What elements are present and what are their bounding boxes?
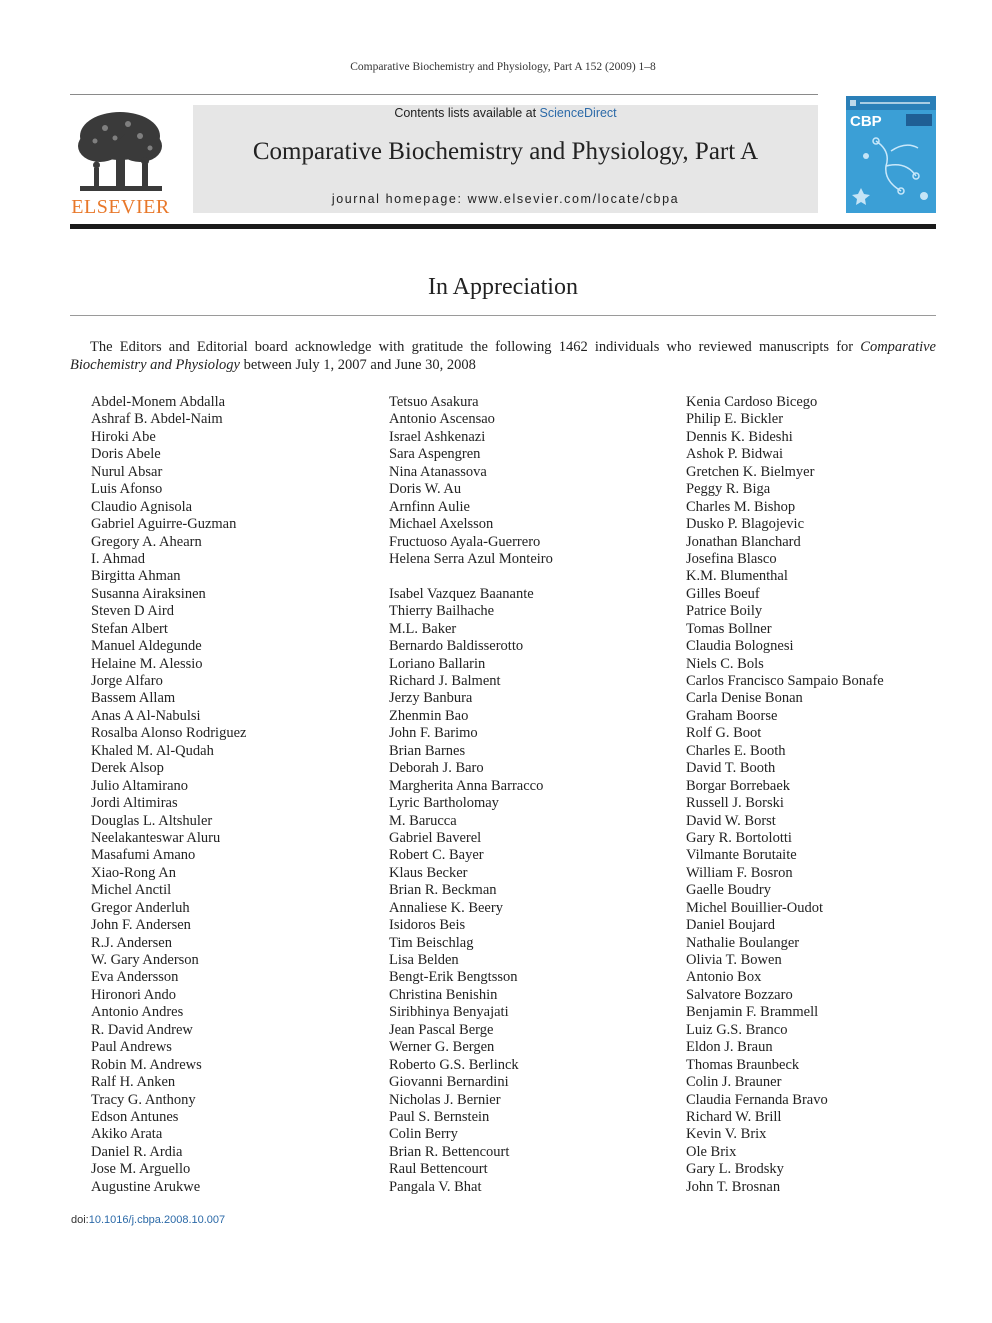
reviewer-name: Jordi Altimiras — [91, 795, 178, 812]
reviewer-name: Claudia Fernanda Bravo — [686, 1091, 828, 1108]
reviewer-name: Jose M. Arguello — [91, 1161, 191, 1178]
reviewer-name: Zhenmin Bao — [389, 707, 469, 724]
reviewer-name: Claudio Agnisola — [91, 498, 193, 515]
reviewer-name: John T. Brosnan — [686, 1178, 781, 1195]
reviewer-name: Doris W. Au — [389, 481, 462, 498]
reviewer-name: M. Barucca — [389, 812, 457, 829]
reviewer-name: Borgar Borrebaek — [686, 777, 791, 794]
running-head: Comparative Biochemistry and Physiology, Part A 152 (2009) 1–8 — [350, 61, 656, 73]
reviewer-name: Akiko Arata — [91, 1126, 163, 1143]
contents-line — [193, 106, 818, 120]
reviewer-name: Hiroki Abe — [91, 428, 156, 445]
reviewer-name: Nicholas J. Bernier — [389, 1091, 501, 1108]
reviewer-name: Isidoros Beis — [389, 917, 466, 934]
elsevier-logo — [70, 106, 171, 218]
contents-prefix: Contents lists available at — [394, 106, 540, 120]
reviewer-name: Antonio Andres — [91, 1004, 184, 1021]
reviewer-name: Siribhinya Benyajati — [389, 1004, 509, 1021]
reviewer-name: Margherita Anna Barracco — [389, 777, 544, 794]
reviewer-name: Doris Abele — [91, 446, 161, 463]
reviewer-name: Julio Altamirano — [91, 777, 189, 794]
header-bottom-rule — [70, 224, 936, 229]
reviewer-name: Augustine Arukwe — [91, 1178, 201, 1195]
journal-cover-image — [846, 96, 936, 213]
reviewer-name: Manuel Aldegunde — [91, 638, 202, 655]
reviewer-name: Graham Boorse — [686, 707, 778, 724]
reviewer-name: Charles M. Bishop — [686, 498, 796, 515]
reviewer-name: Gary R. Bortolotti — [686, 829, 792, 846]
doi-line — [71, 1214, 225, 1226]
reviewer-name: Gary L. Brodsky — [686, 1161, 784, 1178]
reviewer-name: R.J. Andersen — [91, 934, 172, 951]
reviewer-name: Edson Antunes — [91, 1108, 179, 1125]
reviewer-name: Nathalie Boulanger — [686, 934, 800, 951]
reviewer-name: Carlos Francisco Sampaio Bonafe — [686, 673, 884, 689]
reviewer-name: Nurul Absar — [91, 463, 163, 480]
reviewer-name: R. David Andrew — [91, 1021, 193, 1038]
reviewer-name: K.M. Blumenthal — [686, 568, 788, 585]
reviewer-name: Brian R. Bettencourt — [389, 1143, 510, 1160]
reviewer-name: Kenia Cardoso Bicego — [686, 394, 818, 410]
reviewer-name: Isabel Vazquez Baanante — [389, 585, 534, 602]
journal-cover — [846, 96, 936, 213]
reviewer-name: M.L. Baker — [389, 620, 457, 637]
reviewer-name: Loriano Ballarin — [389, 655, 486, 672]
reviewer-name: Arnfinn Aulie — [389, 498, 470, 515]
reviewer-name: Gregory A. Ahearn — [91, 533, 202, 550]
reviewer-name: Bengt-Erik Bengtsson — [389, 969, 518, 986]
reviewer-name: Dusko P. Blagojevic — [686, 516, 805, 533]
reviewer-name: Michel Bouillier-Oudot — [686, 899, 824, 916]
journal-banner — [193, 105, 818, 213]
reviewer-name: Abdel-Monem Abdalla — [91, 394, 226, 410]
reviewer-name: Stefan Albert — [91, 620, 168, 637]
reviewer-name: Nina Atanassova — [389, 463, 487, 480]
reviewer-name: Gabriel Baverel — [389, 829, 482, 846]
header-top-rule — [70, 94, 818, 95]
reviewer-name: Douglas L. Altshuler — [91, 812, 213, 829]
doi-link[interactable]: 10.1016/j.cbpa.2008.10.007 — [88, 1214, 226, 1226]
reviewer-name: Tomas Bollner — [686, 620, 772, 637]
reviewer-name: Werner G. Bergen — [389, 1039, 495, 1056]
reviewer-name: Carla Denise Bonan — [686, 690, 803, 707]
elsevier-wordmark: ELSEVIER — [71, 196, 170, 218]
reviewer-name: Derek Alsop — [91, 760, 164, 777]
reviewer-name: John F. Andersen — [91, 917, 191, 934]
reviewer-name: Deborah J. Baro — [389, 760, 484, 777]
intro-journal-name: Comparative Biochemistry and Physiology — [70, 339, 936, 373]
reviewer-name: Thierry Bailhache — [389, 603, 495, 620]
reviewer-name: Paul S. Bernstein — [389, 1108, 490, 1125]
reviewer-name: Helaine M. Alessio — [91, 655, 203, 672]
reviewer-name: Daniel R. Ardia — [91, 1143, 183, 1160]
reviewer-name: Lyric Bartholomay — [389, 795, 499, 812]
reviewer-name: Jean Pascal Berge — [389, 1021, 494, 1038]
title-rule — [70, 315, 936, 316]
reviewer-name: Michael Axelsson — [389, 516, 494, 533]
reviewer-name: Gilles Boeuf — [686, 585, 760, 602]
reviewer-name: Claudia Bolognesi — [686, 638, 794, 655]
reviewer-column-2 — [389, 394, 553, 1196]
reviewer-name: Hironori Ando — [91, 986, 176, 1003]
reviewer-name: Philip E. Bickler — [686, 411, 784, 428]
reviewer-spacer — [389, 568, 553, 585]
reviewer-name: Jerzy Banbura — [389, 690, 473, 707]
reviewer-name: Raul Bettencourt — [389, 1161, 488, 1178]
reviewer-name: Gabriel Aguirre-Guzman — [91, 516, 237, 533]
reviewer-name: Luiz G.S. Branco — [686, 1021, 788, 1038]
reviewer-name: Ralf H. Anken — [91, 1074, 176, 1091]
reviewer-name: W. Gary Anderson — [91, 952, 199, 968]
reviewer-name: Luis Afonso — [91, 481, 163, 498]
reviewer-name: Israel Ashkenazi — [389, 428, 486, 445]
reviewer-name: Antonio Ascensao — [389, 411, 495, 428]
reviewer-name: Sara Aspengren — [389, 446, 481, 463]
reviewer-name: Bernardo Baldisserotto — [389, 638, 524, 655]
reviewer-name: Paul Andrews — [91, 1039, 172, 1056]
reviewer-name: Vilmante Borutaite — [686, 847, 797, 864]
reviewer-name: Tetsuo Asakura — [389, 394, 479, 410]
reviewer-name: Olivia T. Bowen — [686, 952, 782, 968]
reviewer-name: Charles E. Booth — [686, 742, 786, 759]
journal-homepage[interactable]: journal homepage: www.elsevier.com/locate/cbpa — [331, 192, 680, 206]
reviewer-name: Helena Serra Azul Monteiro — [389, 550, 553, 567]
article-title: In Appreciation — [428, 274, 578, 300]
reviewer-name: David W. Borst — [686, 812, 776, 829]
reviewer-name: Richard W. Brill — [686, 1108, 782, 1125]
reviewer-name: Ole Brix — [686, 1143, 737, 1160]
reviewer-name: Salvatore Bozzaro — [686, 986, 793, 1003]
reviewer-name: Giovanni Bernardini — [389, 1074, 509, 1091]
reviewer-name: Jonathan Blanchard — [686, 533, 801, 550]
reviewer-name: Fructuoso Ayala-Guerrero — [389, 533, 541, 550]
reviewer-name: Benjamin F. Brammell — [686, 1004, 819, 1021]
reviewer-name: Bassem Allam — [91, 690, 176, 707]
reviewer-name: Birgitta Ahman — [91, 568, 181, 585]
reviewer-name: John F. Barimo — [389, 725, 478, 742]
reviewer-name: Christina Benishin — [389, 986, 498, 1003]
reviewer-name: Tracy G. Anthony — [91, 1091, 196, 1108]
intro-paragraph — [70, 338, 936, 374]
reviewer-name: Khaled M. Al-Qudah — [91, 742, 214, 759]
reviewer-name: Xiao-Rong An — [91, 864, 176, 881]
reviewer-name: Gregor Anderluh — [91, 899, 190, 916]
reviewer-name: Ashok P. Bidwai — [686, 446, 784, 463]
reviewer-name: Neelakanteswar Aluru — [91, 829, 221, 846]
reviewer-name: Daniel Boujard — [686, 917, 775, 934]
reviewer-name: Colin J. Brauner — [686, 1074, 782, 1091]
reviewer-name: Brian R. Beckman — [389, 882, 497, 899]
reviewer-name: Colin Berry — [389, 1126, 458, 1143]
reviewer-name: Patrice Boily — [686, 603, 763, 620]
reviewer-name: Masafumi Amano — [91, 847, 196, 864]
reviewer-name: Richard J. Balment — [389, 673, 501, 689]
journal-title: Comparative Biochemistry and Physiology, Part A — [252, 138, 759, 165]
reviewer-name: Rosalba Alonso Rodriguez — [91, 725, 247, 742]
reviewer-name: Dennis K. Bideshi — [686, 428, 793, 445]
cover-cbp-label: CBP — [850, 113, 882, 130]
reviewer-column-1 — [91, 394, 246, 1196]
reviewer-column-3 — [686, 394, 884, 1196]
reviewer-name: Russell J. Borski — [686, 795, 784, 812]
reviewer-name: Niels C. Bols — [686, 655, 764, 672]
reviewer-name: Eldon J. Braun — [686, 1039, 773, 1056]
sciencedirect-link[interactable]: ScienceDirect — [539, 106, 617, 120]
reviewer-name: David T. Booth — [686, 760, 776, 777]
reviewer-name: I. Ahmad — [91, 550, 145, 567]
reviewer-name: Peggy R. Biga — [686, 481, 771, 498]
reviewer-name: Antonio Box — [686, 969, 762, 986]
reviewer-name: William F. Bosron — [686, 864, 793, 881]
reviewer-name: Pangala V. Bhat — [389, 1178, 482, 1195]
reviewer-name: Michel Anctil — [91, 882, 172, 899]
reviewer-name: Robin M. Andrews — [91, 1056, 202, 1073]
reviewer-name: Roberto G.S. Berlinck — [389, 1056, 519, 1073]
reviewer-name: Kevin V. Brix — [686, 1126, 767, 1143]
doi-prefix: doi: — [71, 1214, 89, 1226]
reviewer-name: Klaus Becker — [389, 864, 468, 881]
reviewer-name: Thomas Braunbeck — [686, 1056, 800, 1073]
intro-text-start: The Editors and Editorial board acknowledge with gratitude the following 1462 individuals who reviewed manuscripts for — [90, 339, 861, 355]
reviewer-name: Jorge Alfaro — [91, 673, 163, 689]
reviewer-name: Eva Andersson — [91, 969, 179, 986]
reviewer-name: Ashraf B. Abdel-Naim — [91, 411, 223, 428]
reviewer-name: Lisa Belden — [389, 952, 459, 968]
reviewer-name: Robert C. Bayer — [389, 847, 484, 864]
reviewer-name: Anas A Al-Nabulsi — [91, 707, 201, 724]
reviewer-name: Gaelle Boudry — [686, 882, 771, 899]
reviewer-name: Annaliese K. Beery — [389, 899, 503, 916]
reviewer-name: Gretchen K. Bielmyer — [686, 463, 815, 480]
reviewer-name: Tim Beischlag — [389, 934, 474, 951]
elsevier-tree-icon — [70, 106, 171, 196]
reviewer-name: Brian Barnes — [389, 742, 466, 759]
reviewer-name: Josefina Blasco — [686, 550, 777, 567]
intro-text-end: between July 1, 2007 and June 30, 2008 — [239, 357, 476, 373]
reviewer-name: Steven D Aird — [91, 603, 174, 620]
reviewer-name: Susanna Airaksinen — [91, 585, 206, 602]
reviewer-name: Rolf G. Boot — [686, 725, 762, 742]
